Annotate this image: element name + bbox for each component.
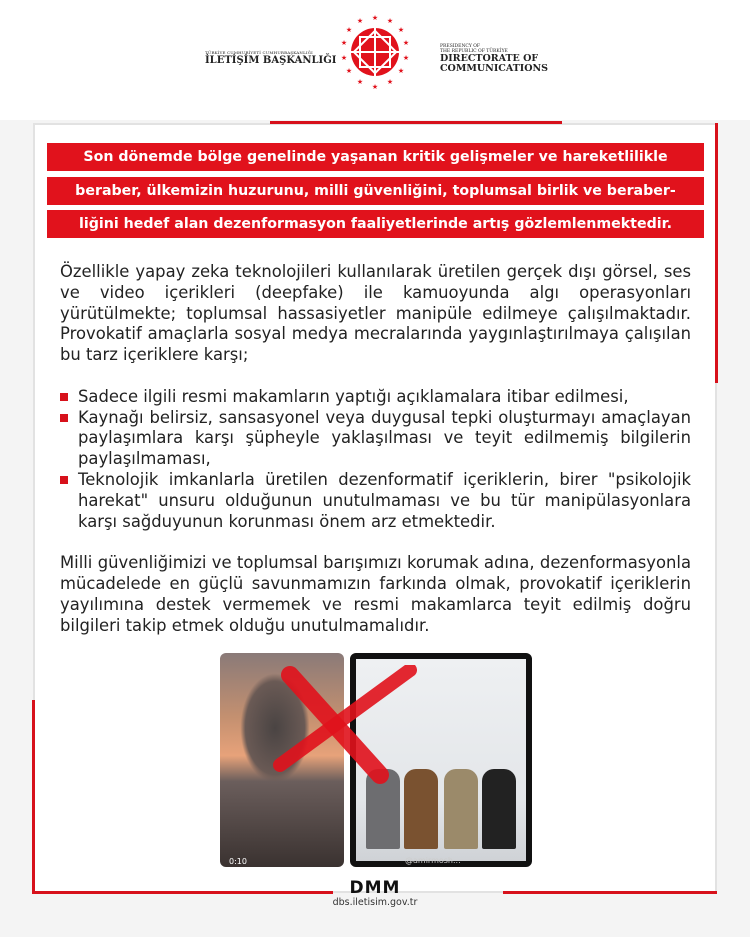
bullet-list	[60, 387, 691, 533]
svg-text:★: ★	[386, 17, 394, 25]
svg-text:★: ★	[371, 14, 379, 22]
svg-text:★: ★	[356, 17, 364, 25]
intro-paragraph: Özellikle yapay zeka teknolojileri kullanılarak üretilen gerçek dışı görsel, ses ve video içerikleri (deepfake) ile kamuoyunda algı operasyonları yürütülmekte; toplumsal hassasiyetler manipüle edilmeye çalışılmaktadır. Provokatif amaçlarla sosyal medya mecralarında yaygınlaştırılmaya çalışılan bu tarz içeriklere karşı;	[60, 262, 691, 365]
header	[0, 0, 750, 120]
svg-text:★: ★	[386, 78, 394, 86]
org-title-en-1: DIRECTORATE OF	[440, 53, 539, 64]
svg-text:★: ★	[345, 26, 353, 34]
accent-line	[270, 121, 562, 124]
cross-mark-icon	[270, 665, 420, 785]
accent-line	[503, 891, 717, 894]
image-watermark: @amirmosh...	[405, 856, 461, 865]
headline-line: Son dönemde bölge genelinde yaşanan kritik gelişmeler ve hareketlilikle	[47, 143, 704, 171]
svg-text:★: ★	[402, 39, 410, 47]
headline-line: liğini hedef alan dezenformasyon faaliyetlerinde artış gözlemlenmektedir.	[47, 210, 704, 238]
bullet-item: Teknolojik imkanlarla üretilen dezenformatif içeriklerin, birer "psikolojik harekat" unsuru olduğunun unutulmaması ve bu tür manipülasyonlara karşı sağduyunun korunması önem arz etmektedir.	[60, 470, 691, 532]
org-title: İLETİŞİM BAŞKANLIĞI	[205, 55, 337, 66]
accent-line	[33, 891, 333, 894]
closing-paragraph: Milli güvenliğimizi ve toplumsal barışımızı korumak adına, dezenformasyonla mücadelede en güçlü savunmamızın farkında olmak, provokatif içeriklerin yayılımına destek vermemek ve resmi makamlarca teyit edilmiş doğru bilgileri takip etmek olduğu unutulmamalıdır.	[60, 553, 691, 635]
org-title-en-2: COMMUNICATIONS	[440, 62, 549, 74]
svg-text:★: ★	[402, 54, 410, 62]
body-text	[60, 262, 691, 657]
org-name-tr	[205, 50, 336, 66]
bullet-item: Kaynağı belirsiz, sansasyonel veya duygusal tepki oluşturmayı amaçlayan paylaşımlara karşı şüpheyle yaklaşılması ve teyit edilmemiş bilgilerin paylaşılmaması,	[60, 408, 691, 470]
svg-text:★: ★	[397, 67, 405, 75]
org-name-en	[440, 45, 548, 73]
headline-line: beraber, ülkemizin huzurunu, milli güvenliğini, toplumsal birlik ve beraber-	[47, 177, 704, 205]
org-subtitle-en-1: PRESIDENCY OF	[440, 44, 481, 49]
emblem-logo	[340, 12, 410, 92]
svg-text:★: ★	[340, 54, 348, 62]
svg-text:★: ★	[371, 83, 379, 91]
org-subtitle: TÜRKİYE CUMHURİYETİ CUMHURBAŞKANLIĞI	[205, 50, 313, 55]
accent-line	[715, 123, 718, 383]
svg-text:★: ★	[345, 67, 353, 75]
org-subtitle-en-2: THE REPUBLIC OF TÜRKİYE	[440, 48, 508, 54]
svg-text:★: ★	[397, 26, 405, 34]
accent-line	[32, 700, 35, 894]
bullet-item: Sadece ilgili resmi makamların yaptığı açıklamalara itibar edilmesi,	[60, 387, 691, 408]
video-duration: 0:10	[229, 857, 247, 866]
dmm-logo: DMM	[349, 878, 401, 898]
svg-text:★: ★	[356, 78, 364, 86]
svg-text:★: ★	[340, 39, 348, 47]
footer-url[interactable]: dbs.iletisim.gov.tr	[332, 897, 418, 908]
